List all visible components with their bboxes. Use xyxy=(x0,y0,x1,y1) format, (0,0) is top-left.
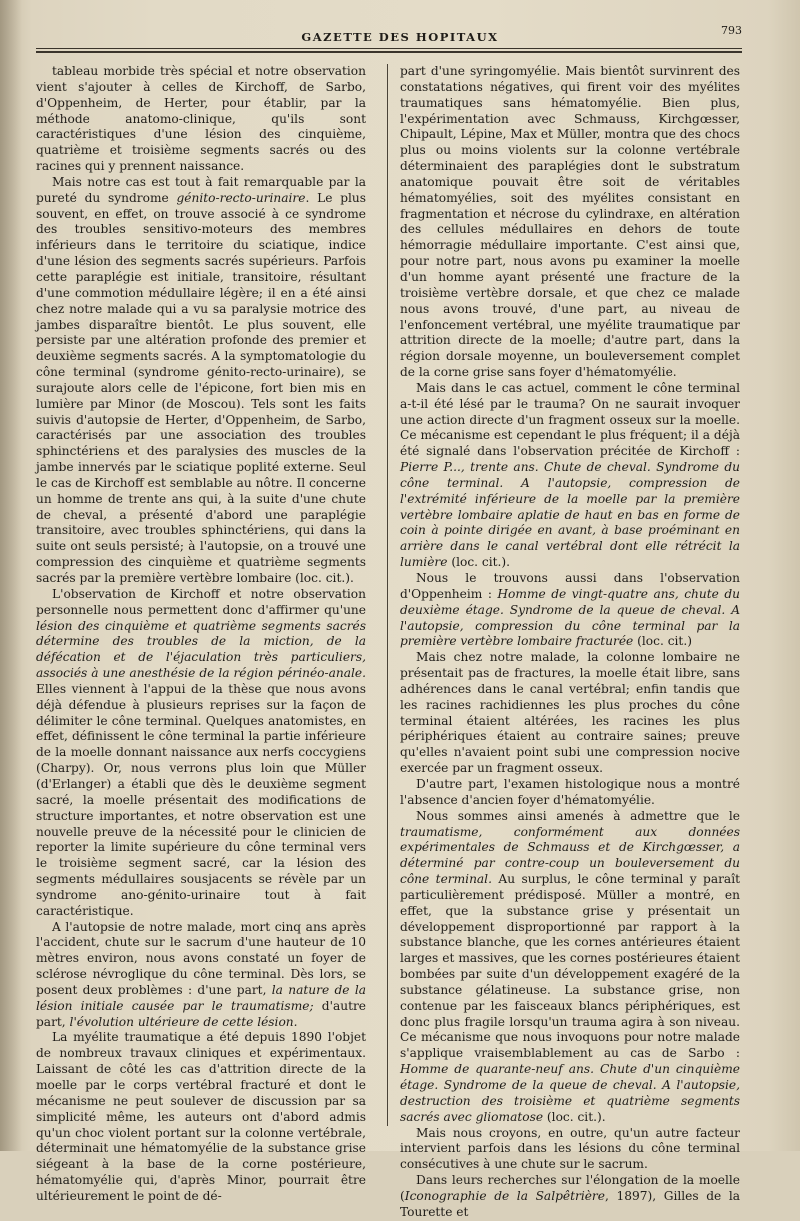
text-run: Dans leurs recherches sur l'élongation de la moelle ( xyxy=(400,1173,740,1203)
page-number: 793 xyxy=(721,24,742,37)
text-run: , 1897), Gilles de la Tourette et xyxy=(400,1188,740,1219)
paragraph xyxy=(36,587,366,920)
italic-text: lésion des cinquième et quatrième segments sacrés détermine des troubles de la miction, de la défécation et de l'éjaculation très particuliers, associés à une anesthésie de la région périnéo-anale. xyxy=(36,618,366,681)
text-run: Au surplus, le cône terminal y paraît particulièrement prédisposé. Müller a montré, en effet, que la substance grise y présentait un développement disproportionné par rapport à la substance blanche, que les cornes antérieures étaient larges et massives, que les cornes postérieures étaient bombées par suite d'un développement exagéré de la substance gélatineuse. La substance grise, non contenue par les faisceaux blancs périphériques, est donc plus fragile lorsqu'un trauma agira à son niveau. Ce mécanisme que nous invoquons pour notre malade s'applique vraisemblablement au cas de Sarbo : xyxy=(400,872,740,1061)
text-run: Mais nous croyons, en outre, qu'un autre facteur intervient parfois dans les lésions du cône terminal consécutives à une chute sur le sacrum. xyxy=(400,1125,740,1172)
text-run: d'autre part, xyxy=(36,998,366,1029)
paragraph xyxy=(400,809,740,1126)
header-rule-thick xyxy=(36,51,742,53)
italic-text: Homme de quarante-neuf ans. Chute d'un cinquième étage. Syndrome de la queue de cheval. A l'autopsie, destruction des troisième et quatrième segments sacrés avec gliomatose xyxy=(400,1062,740,1124)
page-gutter-shadow xyxy=(0,0,22,1151)
text-run: La myélite traumatique a été depuis 1890 l'objet de nombreux travaux cliniques et expérimentaux. Laissant de côté les cas d'attrition directe de la moelle par le corps vertébral fracturé et dont le mécanisme ne peut soulever de discussion par sa simplicité même, les auteurs ont d'abord admis qu'un choc violent portant sur la colonne vertébrale, déterminait une hématomyélie de la substance grise siégeant à la base de la corne postérieure, hématomyélie qui, d'après Minor, pourrait être ultérieurement le point de dé- xyxy=(36,1030,366,1203)
text-run: A l'autopsie de notre malade, mort cinq ans après l'accident, chute sur le sacrum d'une hauteur de 10 mètres environ, nous avons constaté un foyer de sclérose névroglique du cône terminal. Dès lors, se posent deux problèmes : d'une part, xyxy=(36,919,366,997)
paragraph xyxy=(36,175,366,587)
paragraph xyxy=(36,920,366,1031)
italic-text: l'évolution ultérieure de cette lésion. xyxy=(69,1014,298,1029)
italic-text: traumatisme, conformément aux données expérimentales de Schmauss et de Kirchgœsser, a déterminé par contre-coup un bouleversement du cône terminal. xyxy=(400,824,740,887)
text-run: L'observation de Kirchoff et notre observation personnelle nous permettent donc d'affirmer qu'une xyxy=(36,586,366,617)
text-run: tableau morbide très spécial et notre observation vient s'ajouter à celles de Kirchoff, de Sarbo, d'Oppenheim, de Herter, pour établir, par la méthode anatomo-clinique, qu'ils sont caractéristiques d'une lésion des cinquième, quatrième et troisième segments sacrés ou des racines qui y prennent naissance. xyxy=(36,64,366,174)
text-run: Mais notre cas est tout à fait remarquable par la pureté du syndrome xyxy=(36,174,366,205)
text-run: (loc. cit.) xyxy=(633,634,692,649)
header-rule xyxy=(36,48,742,49)
paragraph xyxy=(400,650,740,777)
paragraph xyxy=(36,64,366,175)
text-run: (loc. cit.). xyxy=(447,555,511,570)
paragraph xyxy=(400,777,740,809)
text-run: Nous le trouvons aussi dans l'observation d'Oppenheim : xyxy=(400,571,740,601)
paragraph xyxy=(400,571,740,650)
text-run: Mais chez notre malade, la colonne lombaire ne présentait pas de fractures, la moelle était libre, sans adhérences dans le canal vertébral; enfin tandis que les racines rachidiennes les plus proches du cône terminal étaient altérées, les racines les plus périphériques étaient au contraire saines; preuve qu'elles n'avaient point subi une compression nocive exercée par un fragment osseux. xyxy=(400,650,740,776)
left-column xyxy=(36,64,366,1205)
text-run: D'autre part, l'examen histologique nous a montré l'absence d'ancien foyer d'hématomyélie. xyxy=(400,776,740,807)
paragraph xyxy=(36,1030,366,1204)
text-run: Nous sommes ainsi amenés à admettre que le xyxy=(416,808,740,823)
text-run: Elles viennent à l'appui de la thèse que nous avons déjà défendue à plusieurs reprises sur la façon de délimiter le cône terminal. Quelques anatomistes, en effet, définissent le cône terminal la partie inférieure de la moelle donnant naissance aux nerfs coccygiens (Charpy). Or, nous verrons plus loin que Müller (d'Erlanger) a établi que dès le deuxième segment sacré, la moelle présentait des modifications de structure importantes, et notre observation est une nouvelle preuve de la nécessité pour le clinicien de reporter la limite supérieure du cône terminal vers le troisième segment sacré, car la lésion des segments médullaires sousjacents se révèle par un syndrome ano-génito-urinaire tout à fait caractéristique. xyxy=(36,681,366,918)
paragraph xyxy=(400,1126,740,1174)
italic-text: la nature de la lésion initiale causée par le traumatisme; xyxy=(36,982,366,1013)
right-column xyxy=(400,64,740,1221)
paragraph xyxy=(400,64,740,381)
paragraph xyxy=(400,1173,740,1221)
italic-text: Iconographie de la Salpêtrière xyxy=(404,1188,605,1203)
italic-text: Homme de vingt-quatre ans, chute du deuxième étage. Syndrome de la queue de cheval. A l'autopsie, compression du cône terminal par la première vertèbre lombaire fracturée xyxy=(400,586,740,649)
paragraph xyxy=(400,381,740,571)
text-run: (loc. cit.). xyxy=(543,1109,606,1124)
text-run: Mais dans le cas actuel, comment le cône terminal a-t-il été lésé par le trauma? On ne saurait invoquer une action directe d'un fragment osseux sur la moelle. Ce mécanisme est cependant le plus fréquent; il a déjà été signalé dans l'observation précitée de Kirchoff : xyxy=(400,380,740,459)
text-run: part d'une syringomyélie. Mais bientôt survinrent des constatations négatives, qui firent voir des myélites traumatiques sans hématomyélie. Bien plus, l'expérimentation avec Schmauss, Kirchgœsser, Chipault, Lépine, Max et Müller, montra que des chocs plus ou moins violents sur la colonne vertébrale déterminaient des paraplégies dont le substratum anatomique pouvait être soit de véritables hématomyélies, soit des myélites consistant en fragmentation et nécrose du cylindraxe, en altération des cellules médullaires en dehors de toute hémorragie médullaire importante. C'est ainsi que, pour notre part, nous avons pu examiner la moelle d'un homme ayant présenté une fracture de la troisième vertèbre dorsale, et que chez ce malade nous avons trouvé, d'une part, au niveau de l'enfoncement vertébral, une myélite traumatique par attrition directe de la moelle; d'autre part, dans la région dorsale moyenne, un bouleversement complet de la corne grise sans foyer d'hématomyélie. xyxy=(400,64,740,380)
text-run: . Le plus souvent, en effet, on trouve associé à ce syndrome des troubles sensitivo-moteurs des membres inférieurs dans le territoire du sciatique, indice d'une lésion des segments sacrés supérieurs. Parfois cette paraplégie est initiale, transitoire, résultant d'une commotion médullaire légère; il en a été ainsi chez notre malade qui a vu sa paralysie motrice des jambes disparaître bientôt. Le plus souvent, elle persiste par une altération profonde des premier et deuxième segments sacrés. A la symptomatologie du cône terminal (syndrome génito-recto-urinaire), se surajoute alors celle de l'épicone, fort bien mis en lumière par Minor (de Moscou). Tels sont les faits suivis d'autopsie de Herter, d'Oppenheim, de Sarbo, caractérisés par une association des troubles sphinctériens et des paralysies des muscles de la jambe innervés par le sciatique poplité externe. Seul le cas de Kirchoff est semblable au nôtre. Il concerne un homme de trente ans qui, à la suite d'une chute de cheval, a présenté d'abord une paraplégie transitoire, avec troubles sphinctériens, qui dans la suite ont seuls persisté; à l'autopsie, on a trouvé une compression des cinquième et quatrième segments sacrés par la première vertèbre lombaire (loc. cit.). xyxy=(36,190,366,585)
column-divider xyxy=(387,64,388,1126)
italic-text: Pierre P..., trente ans. Chute de cheval. Syndrome du cône terminal. A l'autopsie, compression de l'extrémité inférieure de la moelle par la première vertèbre lombaire aplatie de haut en bas en forme de coin à pointe dirigée en avant, à base proéminant en arrière dans le canal vertébral dont elle rétrécit la lumière xyxy=(400,460,740,570)
running-head: GAZETTE DES HOPITAUX xyxy=(301,30,499,44)
italic-text: génito-recto-urinaire xyxy=(176,190,306,205)
